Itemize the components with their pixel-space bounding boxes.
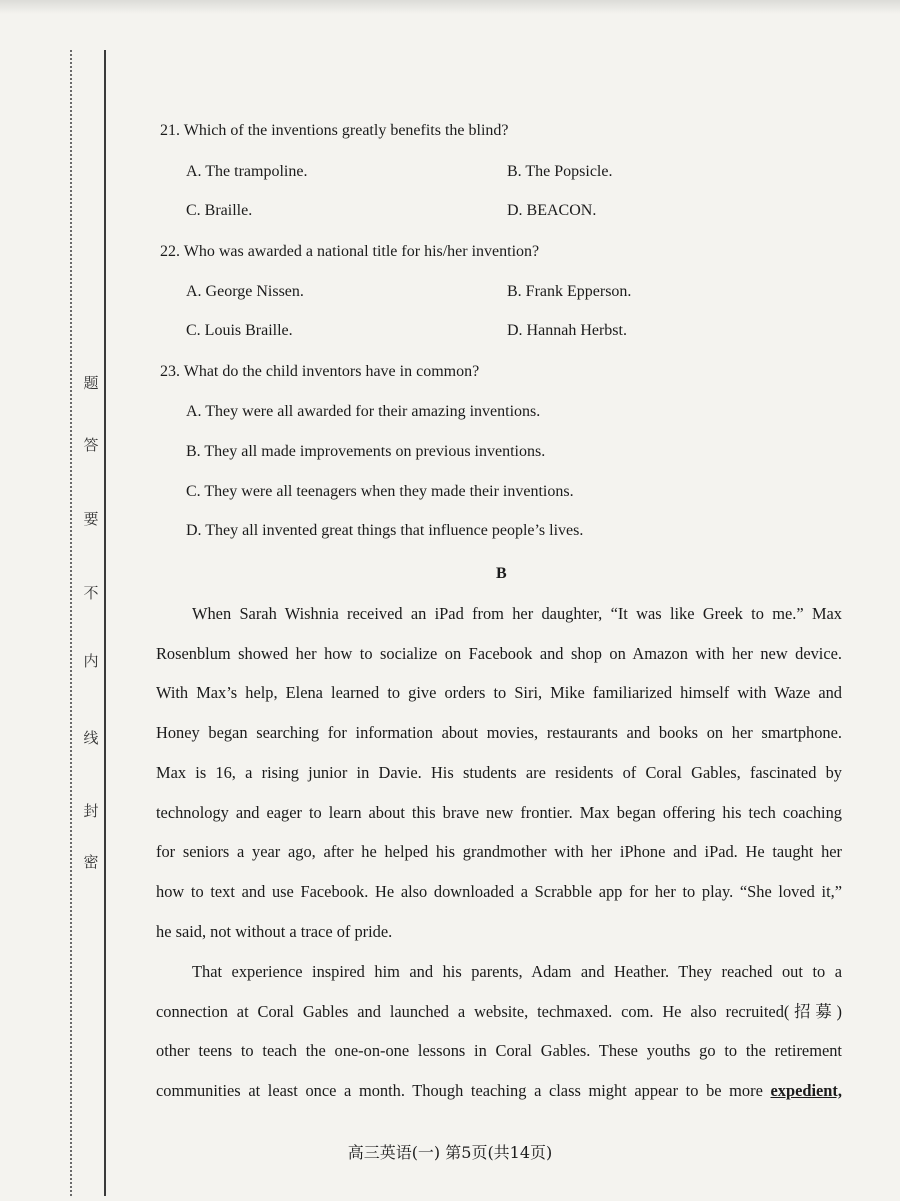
passage-line: That experience inspired him and his parents, Adam and Heather. They reached out to a (192, 962, 842, 981)
question-22-stem: 22. Who was awarded a national title for his/her invention? (160, 243, 540, 260)
passage-line: When Sarah Wishnia received an iPad from her daughter, “It was like Greek to me.” Max (192, 604, 842, 623)
q22-option-c: C. Louis Braille. (186, 322, 293, 339)
margin-char: 线 (83, 729, 99, 747)
q22-option-d: D. Hannah Herbst. (507, 322, 627, 339)
q21-option-d: D. BEACON. (507, 202, 597, 219)
margin-char: 密 (83, 853, 99, 871)
q23-option-a: A. They were all awarded for their amazing inventions. (186, 403, 541, 420)
margin-char: 封 (83, 802, 99, 820)
binding-solid-line (104, 50, 106, 1196)
question-21-stem: 21. Which of the inventions greatly benefits the blind? (160, 122, 509, 139)
passage-line: Honey began searching for information about movies, restaurants and books on her smartphone. (156, 723, 842, 743)
passage-line: communities at least once a month. Though teaching a class might appear to be more (156, 1081, 763, 1101)
q21-option-a: A. The trampoline. (186, 163, 308, 180)
margin-char: 题 (83, 374, 99, 392)
q23-option-c: C. They were all teenagers when they made their inventions. (186, 483, 574, 500)
passage-line: for seniors a year ago, after he helped his grandmother with her iPhone and iPad. He taught her (156, 842, 842, 862)
margin-char: 内 (83, 652, 99, 670)
q23-option-b: B. They all made improvements on previous inventions. (186, 443, 546, 460)
q22-option-a: A. George Nissen. (186, 283, 304, 300)
binding-dotted-line (70, 50, 72, 1196)
margin-char: 要 (83, 510, 99, 528)
passage-paragraph-1 (156, 594, 842, 951)
q21-option-b: B. The Popsicle. (507, 163, 613, 180)
passage-line: other teens to teach the one-on-one lessons in Coral Gables. These youths go to the retirement (156, 1041, 842, 1061)
page-footer: 高三英语(一) 第5页(共14页) (347, 1143, 553, 1162)
passage-line: how to text and use Facebook. He also downloaded a Scrabble app for her to play. “She loved it,” (156, 881, 842, 901)
passage-line: Rosenblum showed her how to socialize on Facebook and shop on Amazon with her new device. (156, 643, 842, 663)
margin-char: 答 (83, 436, 99, 454)
passage-line: he said, not without a trace of pride. (156, 921, 393, 941)
passage-line: connection at Coral Gables and launched a website, techmaxed. com. He also recruited(招募) (156, 1001, 842, 1021)
passage-line: technology and eager to learn about this brave new frontier. Max began offering his tech coaching (156, 802, 842, 822)
q22-option-b: B. Frank Epperson. (507, 283, 632, 300)
passage-paragraph-2 (156, 952, 842, 1111)
passage-line: With Max’s help, Elena learned to give orders to Siri, Mike familiarized himself with Waze and (156, 683, 842, 703)
margin-char: 不 (83, 584, 99, 602)
q23-option-d: D. They all invented great things that influence people’s lives. (186, 522, 584, 539)
passage-line: Max is 16, a rising junior in Davie. His students are residents of Coral Gables, fascinated by (156, 762, 842, 782)
section-heading: B (496, 565, 507, 582)
question-23-stem: 23. What do the child inventors have in common? (160, 363, 480, 380)
keyword-expedient: expedient, (770, 1081, 842, 1101)
scan-top-edge (0, 0, 900, 14)
q21-option-c: C. Braille. (186, 202, 253, 219)
passage-line-with-keyword (156, 1071, 842, 1111)
